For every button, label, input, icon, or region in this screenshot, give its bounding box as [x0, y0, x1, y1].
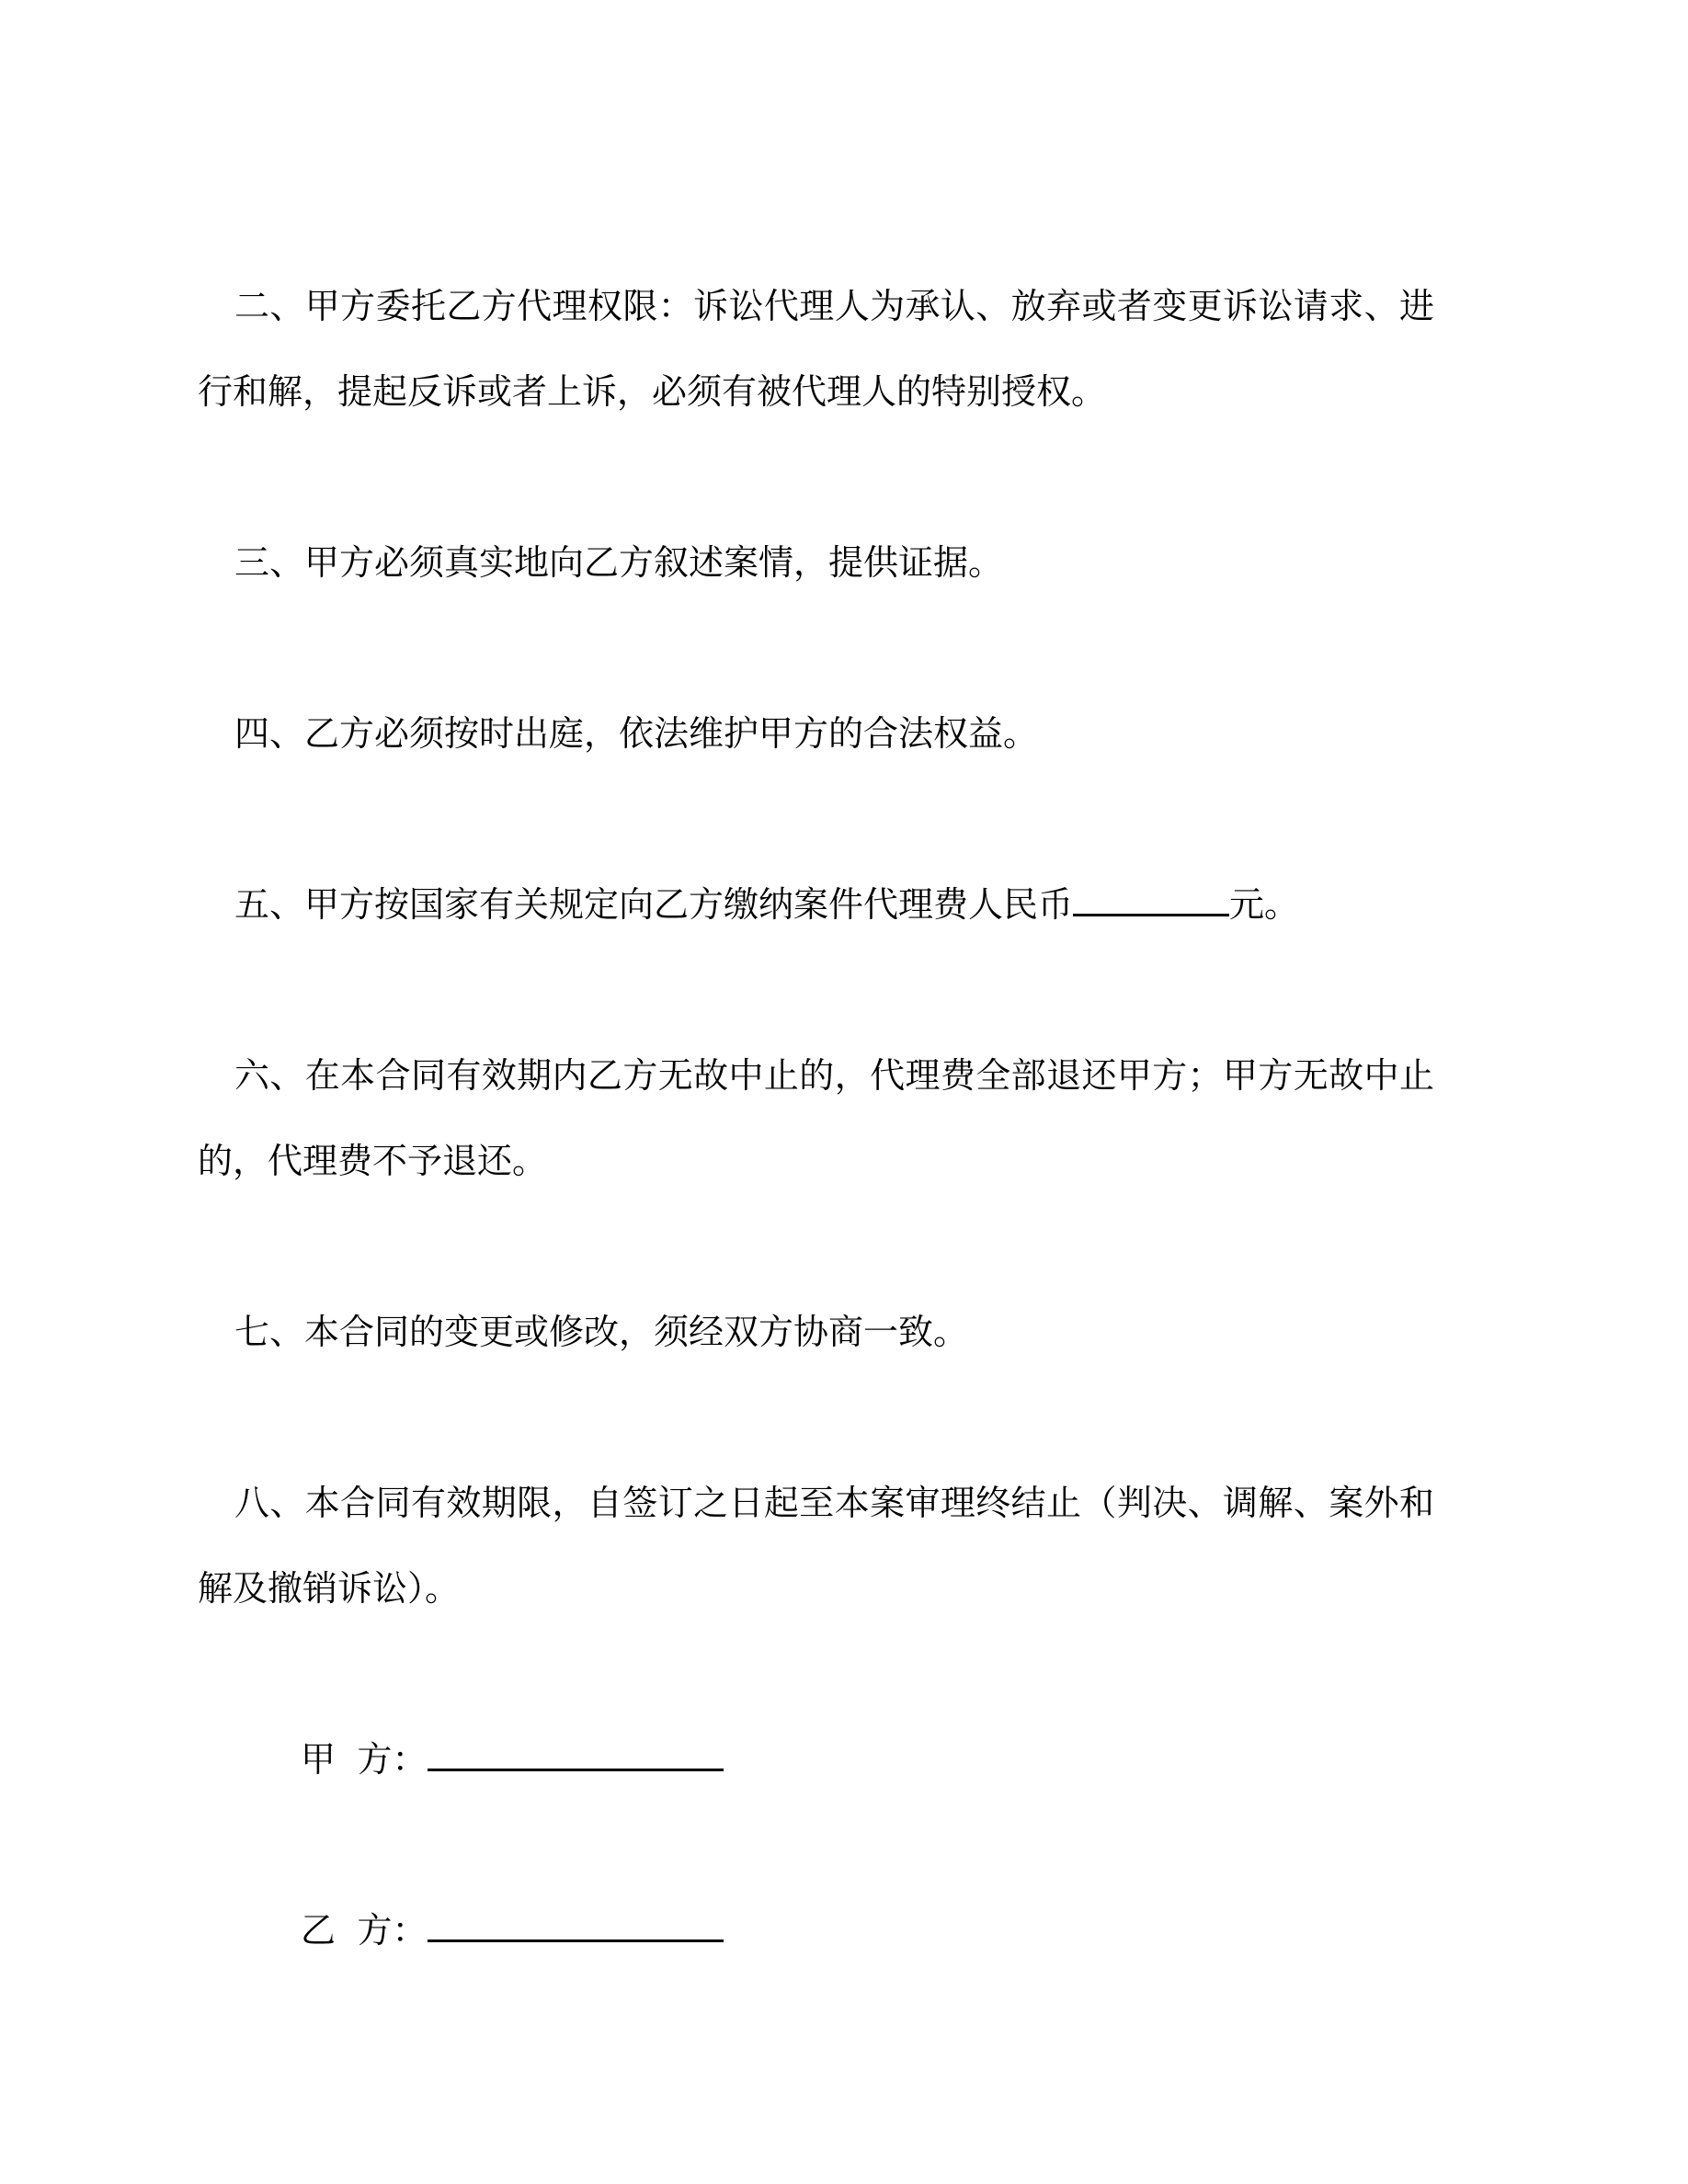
clause-6-fee-refund: 六、在本合同有效期内乙方无故中止的，代理费全部退还甲方；甲方无故中止的，代理费不予退还。: [198, 1057, 1434, 1181]
clause-7-amendment: 七、本合同的变更或修改，须经双方协商一致。: [234, 1314, 969, 1352]
clause-2-agency-authority: 二、甲方委托乙方代理权限：诉讼代理人为承认、放弃或者变更诉讼请求、进行和解，提起反诉或者上诉，必须有被代理人的特别授权。: [198, 288, 1434, 412]
party-b-name-blank[interactable]: [428, 1939, 724, 1942]
party-a-label: 甲 方：: [301, 1741, 428, 1780]
party-b-label: 乙 方：: [301, 1912, 428, 1951]
clause-4-court-appearance: 四、乙方必须按时出庭，依法维护甲方的合法权益。: [234, 715, 1039, 754]
party-a-signature-row: [198, 1718, 1434, 1803]
contract-body: [198, 265, 1434, 2060]
fee-amount-blank[interactable]: [1073, 914, 1229, 916]
clause-3-truthful-statement: 三、甲方必须真实地向乙方叙述案情，提供证据。: [234, 544, 1004, 583]
party-b-signature-row: [198, 1889, 1434, 1974]
clause-5-agency-fee: [198, 863, 1434, 949]
clause-5-text-after-blank: 元。: [1229, 886, 1300, 925]
clause-5-text-before-blank: 五、甲方按国家有关规定向乙方缴纳案件代理费人民币: [234, 886, 1074, 925]
clause-8-validity-period: 八、本合同有效期限，自签订之日起至本案审理终结止（判决、调解、案外和解及撤销诉讼）。: [198, 1484, 1434, 1609]
party-a-name-blank[interactable]: [428, 1769, 724, 1771]
